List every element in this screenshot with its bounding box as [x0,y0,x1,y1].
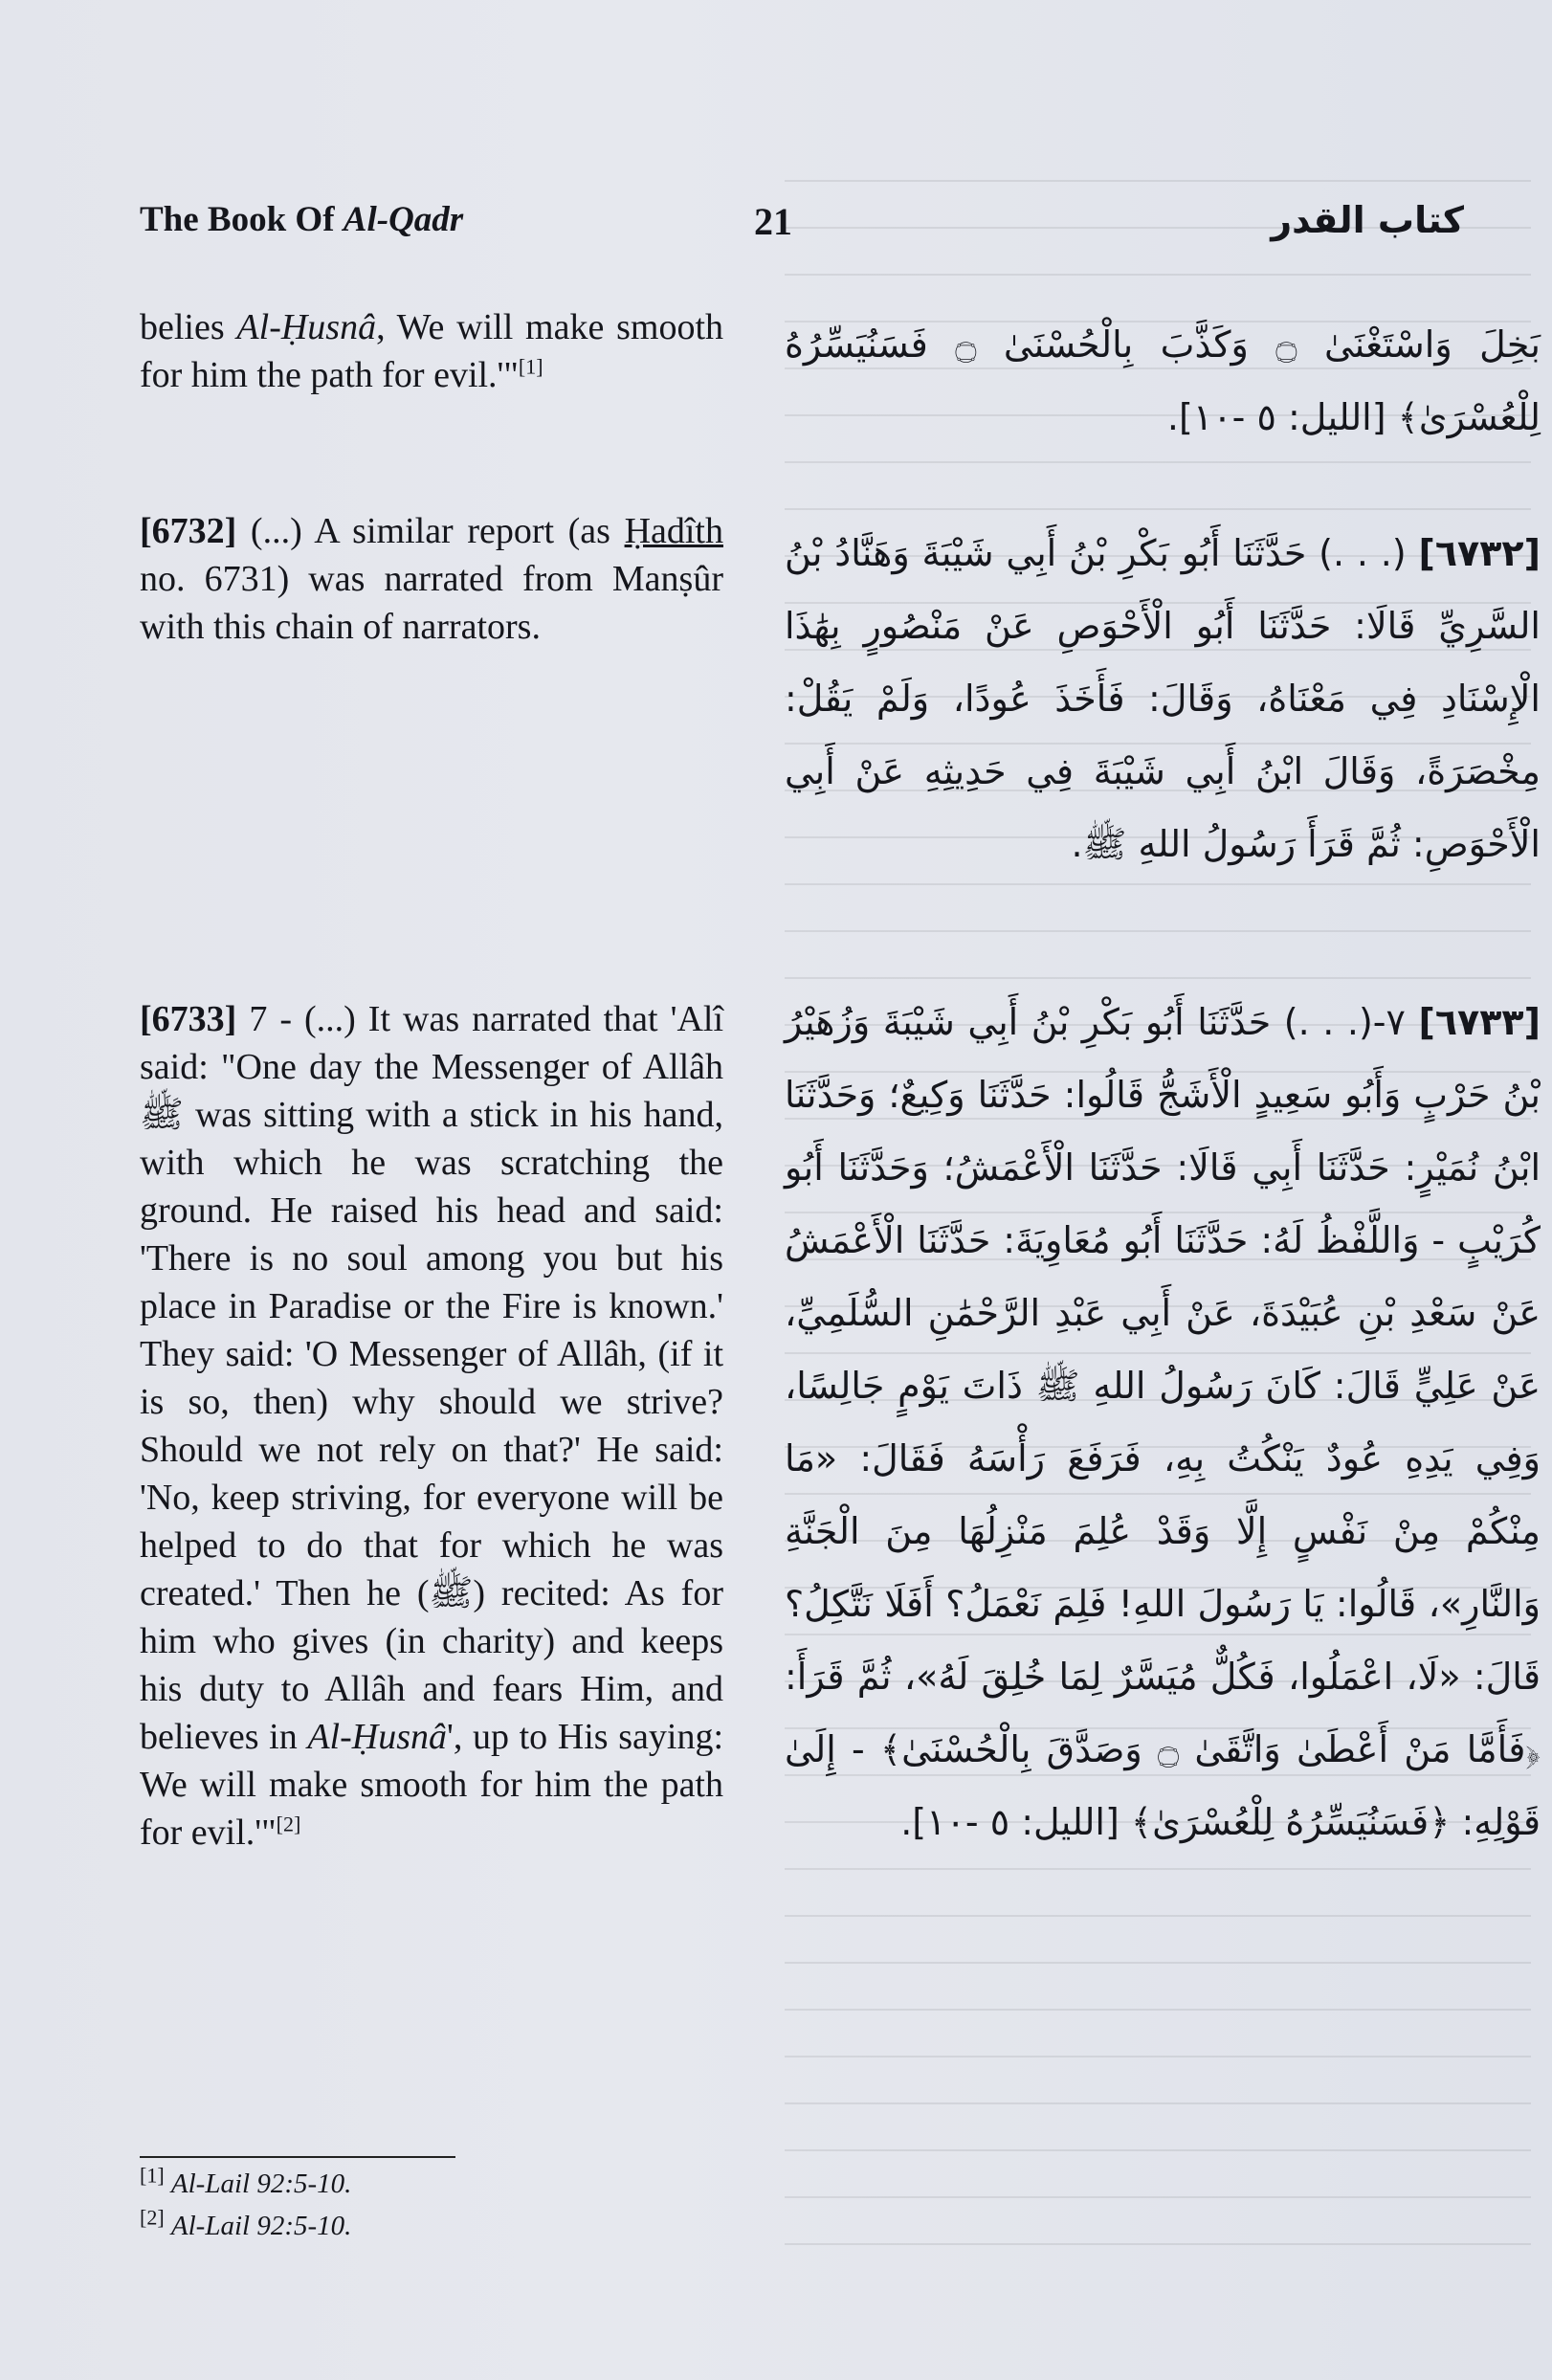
hadith-number: [6733] [140,999,237,1039]
arabic-continuation: بَخِلَ وَاسْتَغْنَىٰ ۝ وَكَذَّبَ بِالْحُسْنَىٰ ۝ فَسَنُيَسِّرُهُ لِلْعُسْرَىٰ﴾ [الليل: ٥ -١٠]. [785,323,1541,438]
running-header [140,199,1464,256]
english-hadith-6732: [6732] (...) A similar report (as Ḥadîth no. 6731) was narrated from Manṣûr with this chain of narrators. [140,511,723,647]
footnote-1: [1] Al-Lail 92:5-10. [140,2163,352,2199]
footnote-ref: [1] [518,354,543,379]
header-book-title: The Book Of Al-Qadr [140,200,464,239]
hadith-number: [6732] [140,511,237,551]
footnote-divider [140,2156,455,2158]
english-hadith-6733: [6733] 7 - (...) It was narrated that 'Alî said: "One day the Messenger of Allâh ﷺ was sitting with a stick in his hand, with which he was scratching the ground. He raised his head and said: 'There is no soul among you but his place in Paradise or the Fire is known.' They said: 'O Messenger of Allâh, (if it is so, then) why should we strive? Should we not rely on that?' He said: 'No, keep striving, for everyone will be helped to do that for which he was created.' Then he (ﷺ) recited: As for him who gives (in charity) and keeps his duty to Allâh and fears Him, and believes in Al-Ḥusnâ', up to His saying: We will make smooth for him the path for evil.'"[2] [140,999,724,1853]
english-continuation: belies Al-Ḥusnâ, We will make smooth for him the path for evil.'"[1] [140,307,724,395]
arabic-hadith-number: [٦٧٣٢] [1418,532,1541,574]
page-number: 21 [754,200,792,243]
arabic-hadith-number: [٦٧٣٣] [1418,1001,1541,1043]
arabic-hadith-6733: [٦٧٣٣] ٧-(. . .) حَدَّثَنَا أَبُو بَكْرِ بْنُ أَبِي شَيْبَةَ وَزُهَيْرُ بْنُ حَرْبٍ وَأَبُو سَعِيدٍ الْأَشَجُّ قَالُوا: حَدَّثَنَا وَكِيعٌ؛ وَحَدَّثَنَا ابْنُ نُمَيْرٍ: حَدَّثَنَا أَبِي قَالَا: حَدَّثَنَا الْأَعْمَشُ؛ وَحَدَّثَنَا أَبُو كُرَيْبٍ - وَاللَّفْظُ لَهُ: حَدَّثَنَا أَبُو مُعَاوِيَةَ: حَدَّثَنَا الْأَعْمَشُ عَنْ سَعْدِ بْنِ عُبَيْدَةَ، عَنْ أَبِي عَبْدِ الرَّحْمَٰنِ السُّلَمِيِّ، عَنْ عَلِيٍّ قَالَ: كَانَ رَسُولُ اللهِ ﷺ ذَاتَ يَوْمٍ جَالِسًا، وَفِي يَدِهِ عُودٌ يَنْكُتُ بِهِ، فَرَفَعَ رَأْسَهُ فَقَالَ: «مَا مِنْكُمْ مِنْ نَفْسٍ إِلَّا وَقَدْ عُلِمَ مَنْزِلُهَا مِنَ الْجَنَّةِ وَالنَّارِ»، قَالُوا: يَا رَسُولَ اللهِ! فَلِمَ نَعْمَلُ؟ أَفَلَا نَتَّكِلُ؟ قَالَ: «لَا، اعْمَلُوا، فَكُلٌّ مُيَسَّرٌ لِمَا خُلِقَ لَهُ»، ثُمَّ قَرَأَ: ﴿فَأَمَّا مَنْ أَعْطَىٰ وَاتَّقَىٰ ۝ وَصَدَّقَ بِالْحُسْنَىٰ﴾ - إِلَىٰ قَوْلِهِ: ﴿فَسَنُيَسِّرُهُ لِلْعُسْرَىٰ﴾ [الليل: ٥ -١٠]. [785,1001,1541,1843]
header-arabic-title: كتاب القدر [1271,199,1464,241]
footnote-2: [2] Al-Lail 92:5-10. [140,2205,352,2241]
footnote-ref: [2] [276,1812,301,1836]
arabic-hadith-6732: [٦٧٣٢] (. . .) حَدَّثَنَا أَبُو بَكْرِ بْنُ أَبِي شَيْبَةَ وَهَنَّادُ بْنُ السَّرِيِّ قَالَا: حَدَّثَنَا أَبُو الْأَحْوَصِ عَنْ مَنْصُورٍ بِهَٰذَا الْإِسْنَادِ فِي مَعْنَاهُ، وَقَالَ: فَأَخَذَ عُودًا، وَلَمْ يَقُلْ: مِخْصَرَةً، وَقَالَ ابْنُ أَبِي شَيْبَةَ فِي حَدِيثِهِ عَنْ أَبِي الْأَحْوَصِ: ثُمَّ قَرَأَ رَسُولُ اللهِ ﷺ. [785,532,1541,865]
